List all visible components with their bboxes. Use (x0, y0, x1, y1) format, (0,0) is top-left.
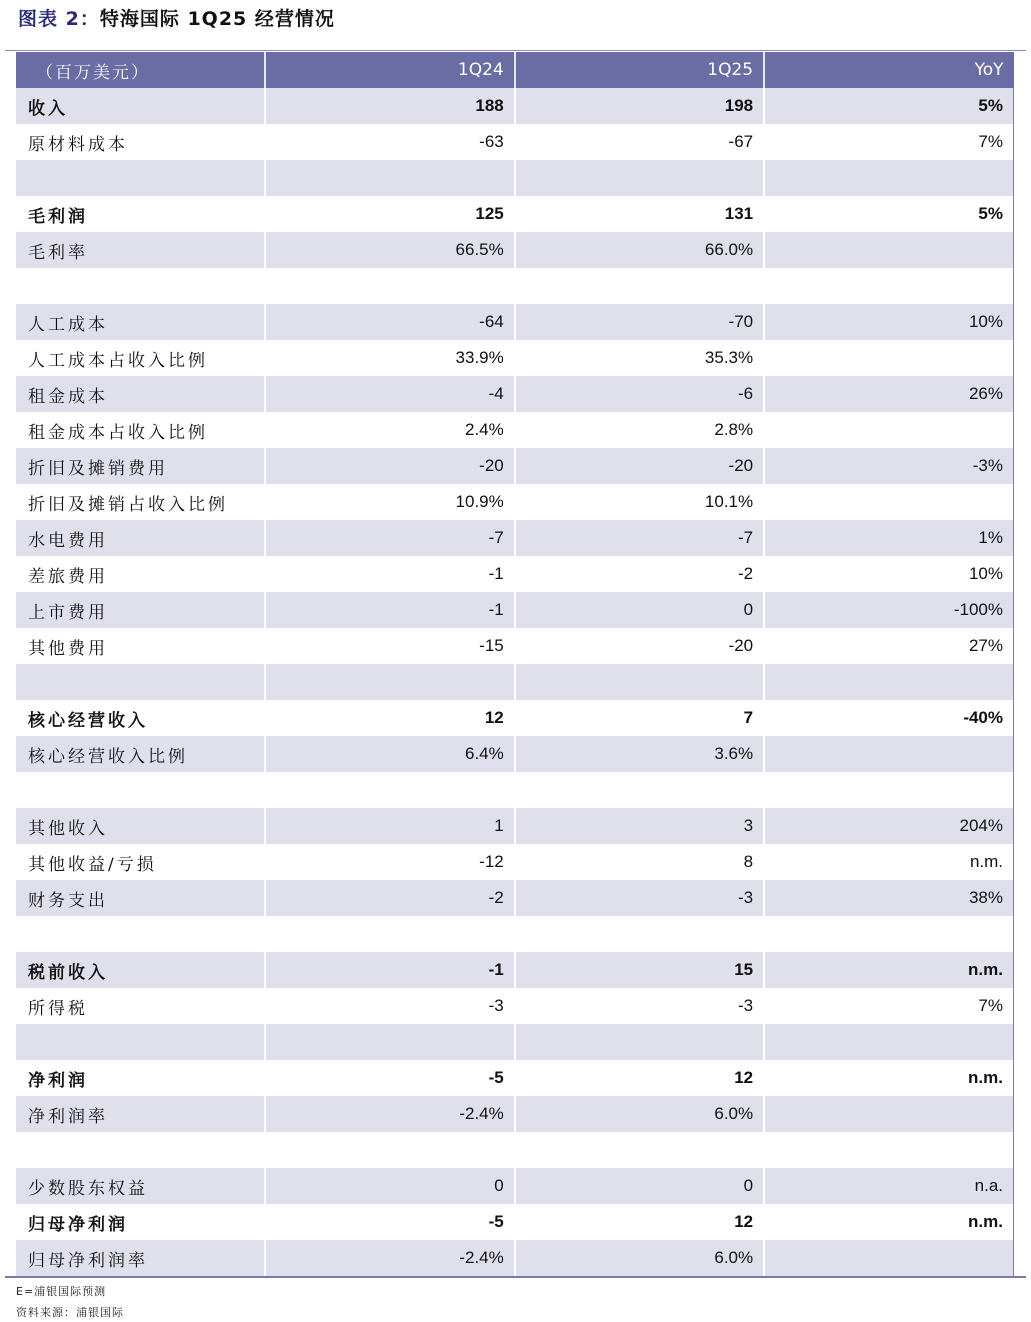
value-yoy (764, 232, 1013, 268)
row-label: 其他收入 (16, 808, 265, 844)
row-label: 核心经营收入比例 (16, 736, 265, 772)
value-1q25: 8 (515, 844, 764, 880)
value-yoy (764, 664, 1013, 700)
value-1q24: -12 (265, 844, 514, 880)
table-row (16, 1240, 1014, 1276)
value-yoy (764, 484, 1013, 520)
table-row (16, 520, 1014, 556)
row-label: 毛利率 (16, 232, 265, 268)
value-yoy (764, 340, 1013, 376)
table-row (16, 772, 1014, 808)
top-rule (5, 50, 1026, 51)
table-row (16, 196, 1014, 232)
row-label: 核心经营收入 (16, 700, 265, 736)
bottom-rule (5, 1276, 1026, 1278)
value-1q24: 6.4% (265, 736, 514, 772)
value-1q24: -15 (265, 628, 514, 664)
value-1q25: 131 (515, 196, 764, 232)
table-row (16, 484, 1014, 520)
table-row (16, 412, 1014, 448)
table-row (16, 556, 1014, 592)
value-yoy (764, 736, 1013, 772)
header-1q24: 1Q24 (265, 52, 514, 88)
value-yoy: -3% (764, 448, 1013, 484)
table-row (16, 1096, 1014, 1132)
value-1q24 (265, 268, 514, 304)
table-row (16, 124, 1014, 160)
value-1q25: 12 (515, 1060, 764, 1096)
row-label (16, 1132, 265, 1168)
value-yoy: 1% (764, 520, 1013, 556)
row-label: 收入 (16, 88, 265, 124)
value-1q25: 12 (515, 1204, 764, 1240)
value-1q24: 66.5% (265, 232, 514, 268)
table-row (16, 664, 1014, 700)
table-row (16, 304, 1014, 340)
figure-number: 图表 2： (18, 8, 100, 30)
value-1q24: 10.9% (265, 484, 514, 520)
value-1q25: -6 (515, 376, 764, 412)
value-1q24 (265, 160, 514, 196)
row-label: 人工成本 (16, 304, 265, 340)
row-label: 毛利润 (16, 196, 265, 232)
value-yoy: 5% (764, 88, 1013, 124)
header-1q25: 1Q25 (515, 52, 764, 88)
value-yoy: n.m. (764, 1204, 1013, 1240)
table-row (16, 1168, 1014, 1204)
table-row (16, 988, 1014, 1024)
value-1q24: 0 (265, 1168, 514, 1204)
row-label: 其他费用 (16, 628, 265, 664)
value-yoy (764, 268, 1013, 304)
value-1q24: -64 (265, 304, 514, 340)
value-1q25: 3 (515, 808, 764, 844)
value-1q25: 15 (515, 952, 764, 988)
row-label: 原材料成本 (16, 124, 265, 160)
value-1q25: 0 (515, 1168, 764, 1204)
value-1q25: 198 (515, 88, 764, 124)
value-yoy: 27% (764, 628, 1013, 664)
value-1q25: -67 (515, 124, 764, 160)
table-row (16, 1024, 1014, 1060)
value-1q25 (515, 160, 764, 196)
value-yoy (764, 1132, 1013, 1168)
row-label (16, 1024, 265, 1060)
value-yoy: 10% (764, 556, 1013, 592)
table-row (16, 628, 1014, 664)
row-label (16, 772, 265, 808)
figure-caption: 特海国际 1Q25 经营情况 (99, 8, 335, 30)
value-yoy: 5% (764, 196, 1013, 232)
value-1q24: -63 (265, 124, 514, 160)
table-row (16, 808, 1014, 844)
row-label: 折旧及摊销占收入比例 (16, 484, 265, 520)
value-1q25 (515, 772, 764, 808)
value-1q25: -70 (515, 304, 764, 340)
row-label: 上市费用 (16, 592, 265, 628)
value-1q24 (265, 1024, 514, 1060)
table-row (16, 700, 1014, 736)
table-row (16, 736, 1014, 772)
row-label: 租金成本 (16, 376, 265, 412)
value-yoy (764, 412, 1013, 448)
note-estimate: E=浦银国际预测 (16, 1285, 107, 1298)
value-1q24: -4 (265, 376, 514, 412)
value-1q25: -2 (515, 556, 764, 592)
value-1q24: 12 (265, 700, 514, 736)
value-1q25 (515, 1024, 764, 1060)
row-label: 人工成本占收入比例 (16, 340, 265, 376)
header-yoy: YoY (764, 52, 1013, 88)
value-1q24 (265, 664, 514, 700)
value-yoy: 26% (764, 376, 1013, 412)
value-1q24 (265, 1132, 514, 1168)
table-row (16, 1060, 1014, 1096)
value-1q25: 2.8% (515, 412, 764, 448)
table-row (16, 1132, 1014, 1168)
value-1q25: 66.0% (515, 232, 764, 268)
note-source: 资料来源：浦银国际 (16, 1306, 124, 1319)
row-label (16, 916, 265, 952)
value-1q24: -1 (265, 556, 514, 592)
row-label: 所得税 (16, 988, 265, 1024)
value-1q25: 6.0% (515, 1240, 764, 1276)
value-1q25 (515, 916, 764, 952)
row-label (16, 664, 265, 700)
table-row (16, 844, 1014, 880)
table-row (16, 268, 1014, 304)
table-row (16, 88, 1014, 124)
value-1q24: -1 (265, 952, 514, 988)
figure-title (18, 4, 335, 31)
value-1q25: 3.6% (515, 736, 764, 772)
table-row (16, 1204, 1014, 1240)
value-yoy: n.m. (764, 952, 1013, 988)
value-1q25: 35.3% (515, 340, 764, 376)
row-label: 归母净利润 (16, 1204, 265, 1240)
value-1q24 (265, 916, 514, 952)
value-yoy: n.m. (764, 1060, 1013, 1096)
table-row (16, 880, 1014, 916)
row-label (16, 160, 265, 196)
row-label: 净利润率 (16, 1096, 265, 1132)
value-yoy: -40% (764, 700, 1013, 736)
value-1q24: -5 (265, 1060, 514, 1096)
row-label: 少数股东权益 (16, 1168, 265, 1204)
value-1q25: -20 (515, 628, 764, 664)
value-1q24: -2.4% (265, 1096, 514, 1132)
row-label: 净利润 (16, 1060, 265, 1096)
table-row (16, 340, 1014, 376)
value-1q25: -3 (515, 880, 764, 916)
value-1q25: 0 (515, 592, 764, 628)
table-header (16, 52, 1014, 88)
value-yoy: 7% (764, 988, 1013, 1024)
value-yoy: 38% (764, 880, 1013, 916)
value-1q25 (515, 268, 764, 304)
value-1q24: -1 (265, 592, 514, 628)
row-label: 差旅费用 (16, 556, 265, 592)
value-yoy (764, 1240, 1013, 1276)
value-1q24: -2.4% (265, 1240, 514, 1276)
header-unit: （百万美元） (16, 52, 265, 88)
value-yoy (764, 916, 1013, 952)
value-1q25: -7 (515, 520, 764, 556)
value-yoy: 10% (764, 304, 1013, 340)
value-1q25 (515, 1132, 764, 1168)
value-1q24: -5 (265, 1204, 514, 1240)
value-1q24: 125 (265, 196, 514, 232)
value-1q25: 6.0% (515, 1096, 764, 1132)
row-label: 其他收益/亏损 (16, 844, 265, 880)
table-row (16, 232, 1014, 268)
value-yoy (764, 772, 1013, 808)
value-yoy (764, 1096, 1013, 1132)
value-1q24: -7 (265, 520, 514, 556)
value-1q24: -2 (265, 880, 514, 916)
value-1q24: 1 (265, 808, 514, 844)
value-yoy: 7% (764, 124, 1013, 160)
value-1q24: -20 (265, 448, 514, 484)
value-1q25 (515, 664, 764, 700)
table-row (16, 592, 1014, 628)
table-row (16, 916, 1014, 952)
value-1q24: 33.9% (265, 340, 514, 376)
table-row (16, 952, 1014, 988)
table-row (16, 376, 1014, 412)
row-label: 租金成本占收入比例 (16, 412, 265, 448)
value-yoy: -100% (764, 592, 1013, 628)
value-1q24: -3 (265, 988, 514, 1024)
table-row (16, 448, 1014, 484)
row-label: 水电费用 (16, 520, 265, 556)
value-yoy (764, 160, 1013, 196)
value-1q24 (265, 772, 514, 808)
value-1q25: 10.1% (515, 484, 764, 520)
value-yoy: n.m. (764, 844, 1013, 880)
value-1q24: 2.4% (265, 412, 514, 448)
value-yoy (764, 1024, 1013, 1060)
financial-table (16, 52, 1014, 1276)
row-label: 归母净利润率 (16, 1240, 265, 1276)
value-yoy: n.a. (764, 1168, 1013, 1204)
table-row (16, 160, 1014, 196)
value-1q25: 7 (515, 700, 764, 736)
value-1q24: 188 (265, 88, 514, 124)
value-yoy: 204% (764, 808, 1013, 844)
value-1q25: -20 (515, 448, 764, 484)
row-label: 税前收入 (16, 952, 265, 988)
row-label (16, 268, 265, 304)
row-label: 折旧及摊销费用 (16, 448, 265, 484)
row-label: 财务支出 (16, 880, 265, 916)
value-1q25: -3 (515, 988, 764, 1024)
